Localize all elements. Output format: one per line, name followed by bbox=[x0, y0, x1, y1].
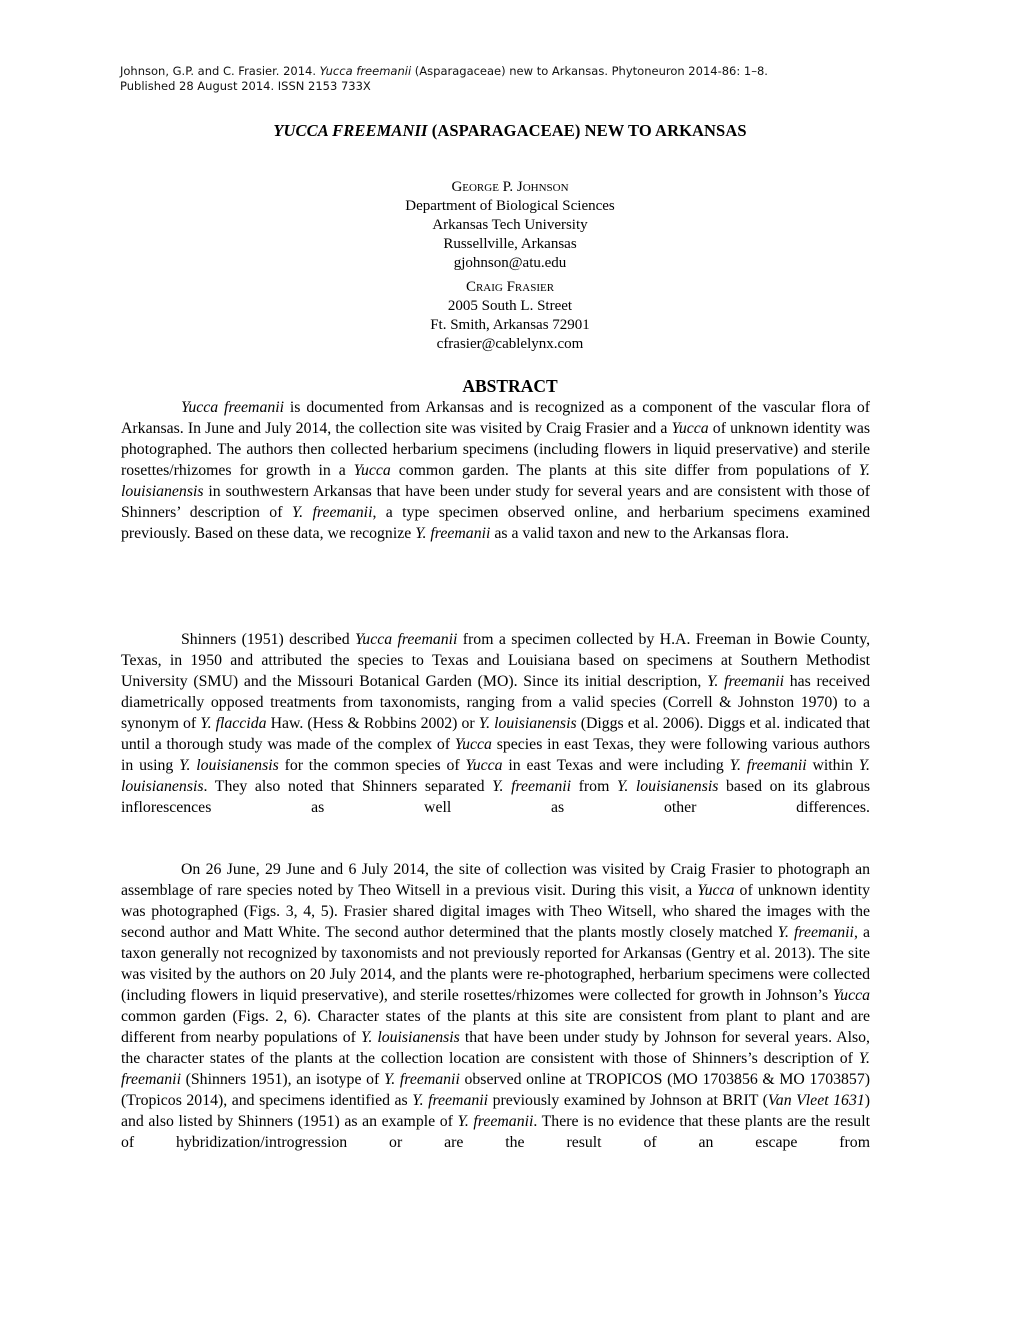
italic-term: Y. louisianensis bbox=[360, 1029, 460, 1046]
author-1-email: gjohnson@atu.edu bbox=[453, 255, 567, 271]
text-run: of unknown identity was photographed (Figs. 3, 4, 5). Frasier shared digital images with Theo Witsell, who shared the images with the second author and Matt White. The second author determined that the plants mostly closely matched bbox=[121, 882, 870, 941]
italic-term: Y. louisianensis bbox=[121, 462, 870, 500]
text-run: ) and also listed by Shinners (1951) as an example of bbox=[121, 1092, 871, 1130]
author-1-block bbox=[0, 178, 1020, 273]
text-run: (Diggs et al. 2006). Diggs et al. indicated that until a thorough study was made of the complex of bbox=[121, 715, 870, 753]
title-rest: (ASPARAGACEAE) NEW TO ARKANSAS bbox=[427, 121, 747, 140]
italic-term: Yucca bbox=[832, 987, 870, 1004]
author-1-department: Department of Biological Sciences bbox=[405, 198, 615, 214]
italic-term: Y. freemanii bbox=[412, 1092, 489, 1109]
text-run: , a taxon generally not recognized by taxonomists and not previously reported for Arkansas (Gentry et al. 2013). The site was visited by the authors on 20 July 2014, and the plants were re-photographed, herbarium specimens were collected (including flowers in liquid preservative), and sterile rosettes/rhizomes were collected for growth in Johnson’s bbox=[121, 924, 870, 1004]
text-run: of unknown identity was photographed. The authors then collected herbarium specimens (including flowers in liquid preservative) and sterile rosettes/rhizomes for growth in a bbox=[121, 420, 870, 479]
italic-term: Y. flaccida bbox=[200, 715, 267, 732]
italic-term: Yucca bbox=[697, 882, 735, 899]
author-1-city: Russellville, Arkansas bbox=[443, 236, 577, 252]
italic-term: Yucca bbox=[671, 420, 709, 437]
body-paragraph-1 bbox=[121, 629, 870, 818]
citation-line-1 bbox=[120, 64, 920, 79]
citation-authors: Johnson, G.P. and C. Frasier. 2014. bbox=[120, 64, 320, 78]
text-run: within bbox=[806, 757, 859, 774]
author-2-street: 2005 South L. Street bbox=[447, 298, 573, 314]
italic-term: Yucca freemanii bbox=[354, 631, 458, 648]
text-run: for the common species of bbox=[278, 757, 466, 774]
author-2-name: Craig Frasier bbox=[465, 279, 555, 295]
italic-term: Y. freemanii bbox=[121, 1050, 870, 1088]
author-2-email: cfrasier@cablelynx.com bbox=[436, 336, 584, 352]
text-run: Haw. (Hess & Robbins 2002) or bbox=[266, 715, 479, 732]
italic-term: Yucca bbox=[454, 736, 492, 753]
text-run: as a valid taxon and new to the Arkansas flora. bbox=[490, 525, 790, 542]
italic-term: Y. freemanii bbox=[415, 525, 491, 542]
italic-term: Y. louisianensis bbox=[121, 757, 870, 795]
text-run: observed online at TROPICOS (MO 1703856 & MO 1703857) (Tropicos 2014), and specimens identified as bbox=[121, 1071, 870, 1109]
text-run: , a type specimen observed online, and herbarium specimens examined previously. Based on these data, we recognize bbox=[121, 504, 871, 542]
text-run: previously examined by Johnson at BRIT ( bbox=[488, 1092, 768, 1109]
text-run: common garden (Figs. 2, 6). Character states of the plants at this site are consistent from plant to plant and are different from nearby populations of bbox=[121, 1008, 870, 1046]
italic-term: Yucca bbox=[353, 462, 391, 479]
text-run: from a specimen collected by H.A. Freeman in Bowie County, Texas, in 1950 and attributed the species to Texas and Louisiana based on specimens at Southern Methodist University (SMU) and the Missouri Botanical Garden (MO). Since its initial description, bbox=[121, 631, 871, 690]
italic-term: Y. freemanii bbox=[777, 924, 854, 941]
italic-term: Y. freemanii bbox=[383, 1071, 460, 1088]
text-run: species in east Texas, they were following various authors in using bbox=[121, 736, 870, 774]
italic-term: Yucca bbox=[465, 757, 503, 774]
paper-title bbox=[0, 121, 1020, 141]
italic-term: Y. louisianensis bbox=[478, 715, 577, 732]
text-run: from bbox=[571, 778, 617, 795]
text-run: has received diametrically opposed treatments from taxonomists, ranging from a valid species (Correll & Johnston 1970) to a synonym of bbox=[121, 673, 870, 732]
italic-term: Y. louisianensis bbox=[179, 757, 279, 774]
text-run: Shinners (1951) described bbox=[181, 631, 355, 648]
text-run: in east Texas and were including bbox=[502, 757, 730, 774]
citation-journal: (Asparagaceae) new to Arkansas. Phytoneuron 2014-86: 1–8. bbox=[411, 64, 768, 78]
author-1-university: Arkansas Tech University bbox=[432, 217, 588, 233]
italic-term: Y. freemanii bbox=[492, 778, 572, 795]
text-run: based on its glabrous inflorescences as well as other differences. bbox=[121, 778, 870, 816]
italic-term: Y. louisianensis bbox=[616, 778, 719, 795]
text-run: . There is no evidence that these plants are the result of hybridization/introgression or are the result of an escape from bbox=[121, 1113, 870, 1151]
text-run: On 26 June, 29 June and 6 July 2014, the site of collection was visited by Craig Frasier to photograph an assemblage of rare species noted by Theo Witsell in a previous visit. During this visit, a bbox=[121, 861, 870, 899]
title-species: YUCCA FREEMANII bbox=[273, 121, 428, 140]
abstract-text bbox=[121, 397, 870, 544]
citation-line-2: Published 28 August 2014. ISSN 2153 733X bbox=[120, 79, 371, 93]
italic-term: Y. freemanii bbox=[707, 673, 785, 690]
italic-term: Van Vleet 1631 bbox=[767, 1092, 865, 1109]
body-paragraph-2 bbox=[121, 859, 870, 1153]
text-run: . They also noted that Shinners separated bbox=[203, 778, 493, 795]
text-run: (Shinners 1951), an isotype of bbox=[180, 1071, 384, 1088]
author-1-name: George P. Johnson bbox=[451, 179, 569, 195]
italic-term: Yucca freemanii bbox=[181, 399, 285, 416]
author-2-block bbox=[0, 278, 1020, 354]
italic-term: Y. freemanii bbox=[729, 757, 807, 774]
text-run: common garden. The plants at this site differ from populations of bbox=[390, 462, 859, 479]
text-run: is documented from Arkansas and is recognized as a component of the vascular flora of Arkansas. In June and July 2014, the collection site was visited by Craig Frasier and a bbox=[121, 399, 870, 437]
text-run: that have been under study by Johnson for several years. Also, the character states of the plants at the collection location are consistent with those of Shinners’s description of bbox=[121, 1029, 870, 1067]
italic-term: Y. freemanii bbox=[291, 504, 373, 521]
citation-header bbox=[120, 64, 920, 94]
abstract-heading: ABSTRACT bbox=[462, 376, 558, 396]
text-run: in southwestern Arkansas that have been under study for several years and are consistent with those of Shinners’ description of bbox=[121, 483, 870, 521]
citation-species: Yucca freemanii bbox=[319, 64, 412, 78]
italic-term: Y. freemanii bbox=[457, 1113, 534, 1130]
author-2-city: Ft. Smith, Arkansas 72901 bbox=[430, 317, 590, 333]
